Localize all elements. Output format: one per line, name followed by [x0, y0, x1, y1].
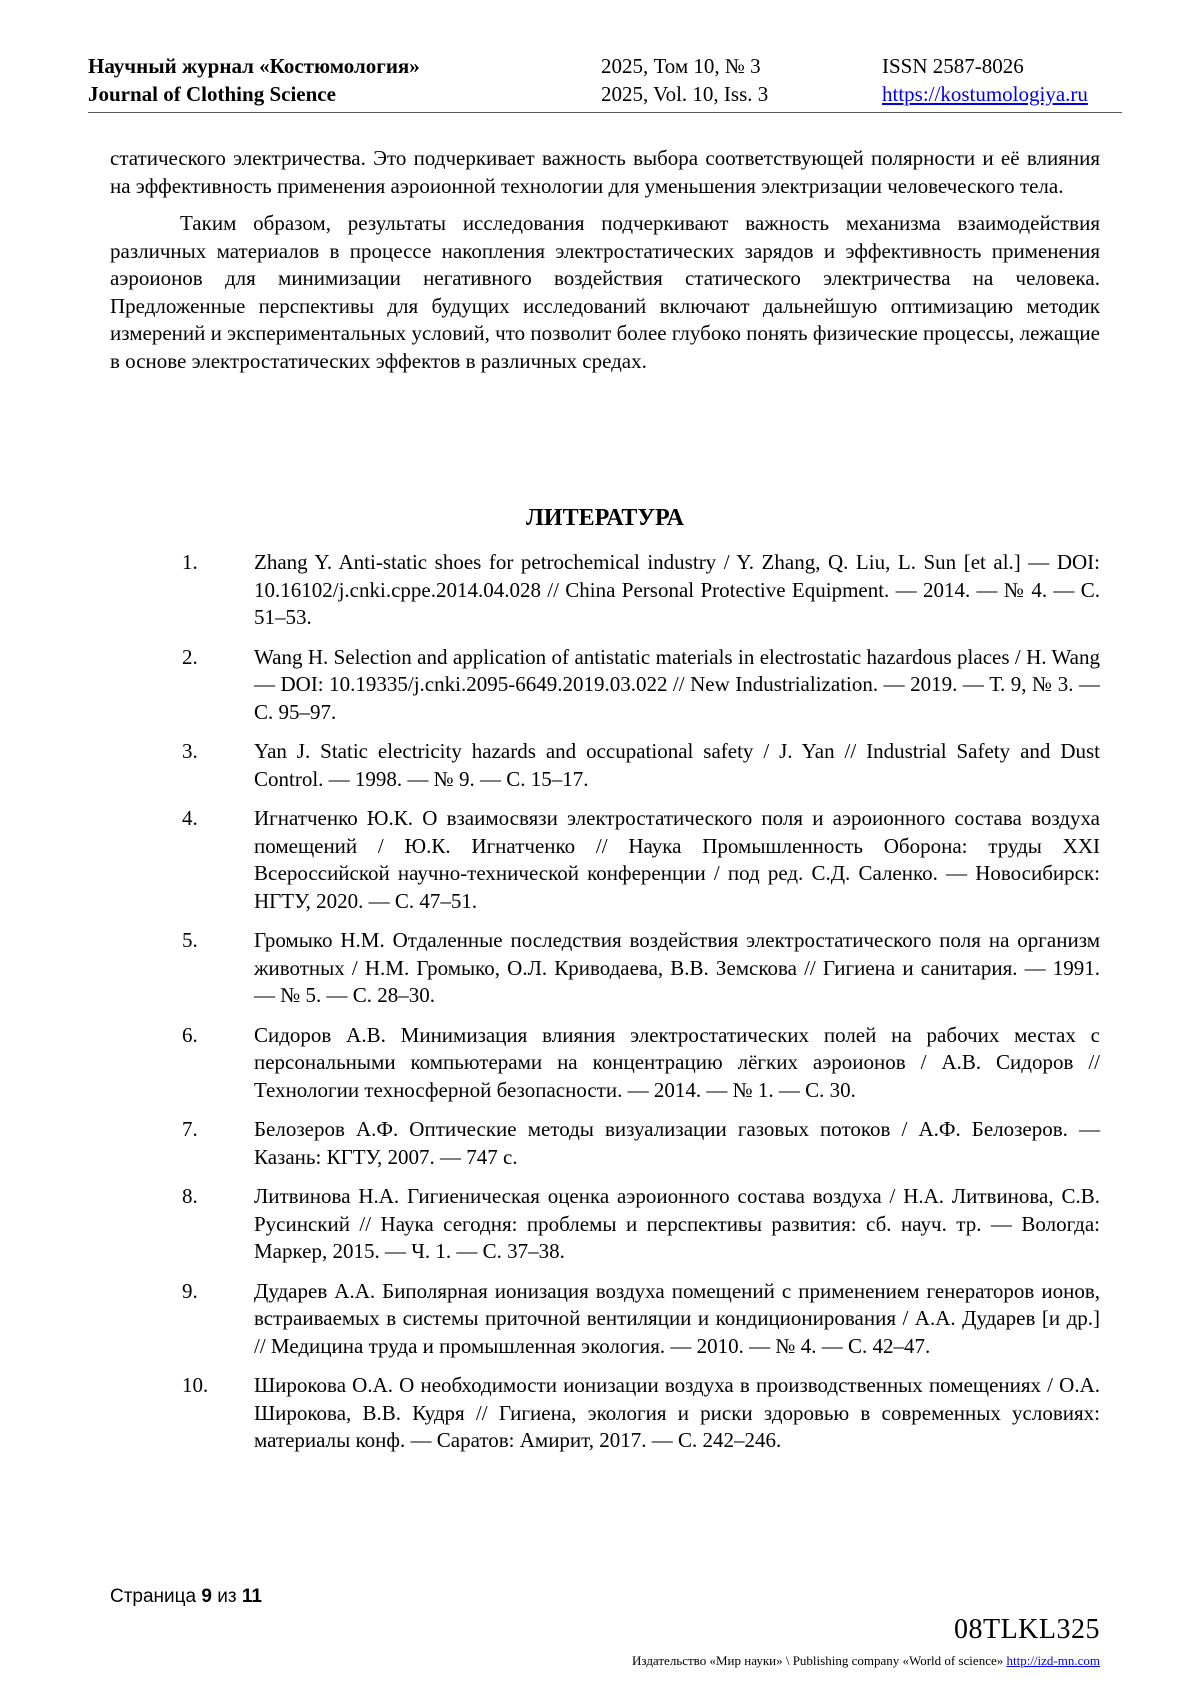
reference-item [110, 644, 1100, 727]
reference-item [110, 927, 1100, 1010]
references-heading: ЛИТЕРАТУРА [526, 505, 684, 531]
publisher-line [632, 1653, 1100, 1669]
page-total: 11 [241, 1586, 262, 1607]
reference-text: Сидоров А.В. Минимизация влияния электростатических полей на рабочих местах с персональными компьютерами на концентрацию лёгких аэроионов / А.В. Сидоров // Технологии техносферной безопасности. — 2014. — № 1. — С. 30. [254, 1022, 1100, 1102]
reference-item [110, 1183, 1100, 1266]
reference-list [110, 549, 1100, 1467]
reference-item [110, 738, 1100, 793]
page-header [88, 52, 1122, 113]
journal-title-block [88, 52, 420, 108]
reference-number: 7. [182, 1117, 198, 1141]
paragraph-continuation: статического электричества. Это подчеркивает важность выбора соответствующей полярности и её влияния на эффективность применения аэроионной технологии для уменьшения электризации человеческого тела. [110, 146, 1100, 198]
reference-text: Yan J. Static electricity hazards and occupational safety / J. Yan // Industrial Safety and Dust Control. — 1998. — № 9. — С. 15–17. [254, 739, 1100, 791]
reference-text: Белозеров А.Ф. Оптические методы визуализации газовых потоков / А.Ф. Белозеров. — Казань: КГТУ, 2007. — 747 с. [254, 1117, 1100, 1169]
publisher-text: Издательство «Мир науки» \ Publishing company «World of science» [632, 1653, 1004, 1668]
paragraph-conclusion: Таким образом, результаты исследования подчеркивают важность механизма взаимодействия различных материалов в процессе накопления электростатических зарядов и эффективность применения аэроионов для минимизации негативного воздействия статического электричества на человека. Предложенные перспективы для будущих исследований включают дальнейшую оптимизацию методик измерений и экспериментальных условий, что позволит более глубоко понять физические процессы, лежащие в основе электростатических эффектов в различных средах. [110, 211, 1100, 373]
issn: ISSN 2587-8026 [882, 54, 1024, 78]
journal-url-link[interactable]: https://kostumologiya.ru [882, 82, 1088, 106]
reference-text: Широкова О.А. О необходимости ионизации воздуха в производственных помещениях / О.А. Широкова, В.В. Кудря // Гигиена, экология и риски здоровью в современных условиях: материалы конф. — Саратов: Амирит, 2017. — С. 242–246. [254, 1373, 1100, 1452]
issue-en: 2025, Vol. 10, Iss. 3 [601, 82, 769, 106]
journal-title-en: Journal of Clothing Science [88, 82, 336, 106]
article-code: 08TLKL325 [953, 1614, 1100, 1645]
page-prefix: Страница [110, 1586, 197, 1607]
reference-number: 9. [182, 1278, 198, 1303]
reference-text: Wang H. Selection and application of antistatic materials in electrostatic hazardous places / H. Wang — DOI: 10.19335/j.cnki.2095-6649.2019.03.022 // New Industrialization. — 2019. — Т. 9, № 3. — С. 95–97. [254, 644, 1100, 724]
issn-block [882, 52, 1088, 108]
reference-text: Дударев А.А. Биполярная ионизация воздуха помещений с применением генераторов ионов, встраиваемых в системы приточной вентиляции и кондиционирования / А.А. Дударев [и др.] // Медицина труда и промышленная экология. — 2010. — № 4. — С. 42–47. [254, 1278, 1100, 1358]
reference-item [110, 805, 1100, 915]
reference-number: 2. [182, 644, 198, 669]
reference-text: Zhang Y. Anti-static shoes for petrochemical industry / Y. Zhang, Q. Liu, L. Sun [et al.] — DOI: 10.16102/j.cnki.cppe.2014.04.028 // China Personal Protective Equipment. — 2014. — № 4. — С. 51–53. [254, 550, 1100, 629]
reference-number: 3. [182, 739, 198, 763]
reference-item [110, 1022, 1100, 1105]
reference-number: 1. [182, 550, 198, 574]
publisher-link[interactable]: http://izd-mn.com [1006, 1653, 1100, 1668]
page-number [110, 1586, 262, 1608]
article-body [110, 145, 1100, 385]
reference-number: 4. [182, 806, 198, 830]
reference-number: 5. [182, 928, 198, 952]
reference-text: Литвинова Н.А. Гигиеническая оценка аэроионного состава воздуха / Н.А. Литвинова, С.В. Русинский // Наука сегодня: проблемы и перспективы развития: сб. науч. тр. — Вологда: Маркер, 2015. — Ч. 1. — С. 37–38. [254, 1184, 1100, 1263]
reference-number: 6. [182, 1022, 198, 1047]
reference-text: Игнатченко Ю.К. О взаимосвязи электростатического поля и аэроионного состава воздуха помещений / Ю.К. Игнатченко // Наука Промышленность Оборона: труды XXI Всероссийской научно-технической конференции / под ред. С.Д. Саленко. — Новосибирск: НГТУ, 2020. — С. 47–51. [254, 806, 1100, 913]
page-of: из [217, 1586, 237, 1607]
page-current: 9 [201, 1586, 212, 1607]
reference-item [110, 1116, 1100, 1171]
reference-number: 8. [182, 1184, 198, 1208]
reference-item [110, 549, 1100, 632]
journal-title-ru: Научный журнал «Костюмология» [88, 54, 420, 78]
issue-block [601, 52, 768, 108]
reference-item [110, 1278, 1100, 1361]
reference-item [110, 1372, 1100, 1455]
reference-text: Громыко Н.М. Отдаленные последствия воздействия электростатического поля на организм животных / Н.М. Громыко, О.Л. Криводаева, В.В. Земскова // Гигиена и санитария. — 1991. — № 5. — С. 28–30. [254, 928, 1100, 1007]
issue-ru: 2025, Том 10, № 3 [601, 54, 761, 78]
reference-number: 10. [182, 1373, 209, 1397]
